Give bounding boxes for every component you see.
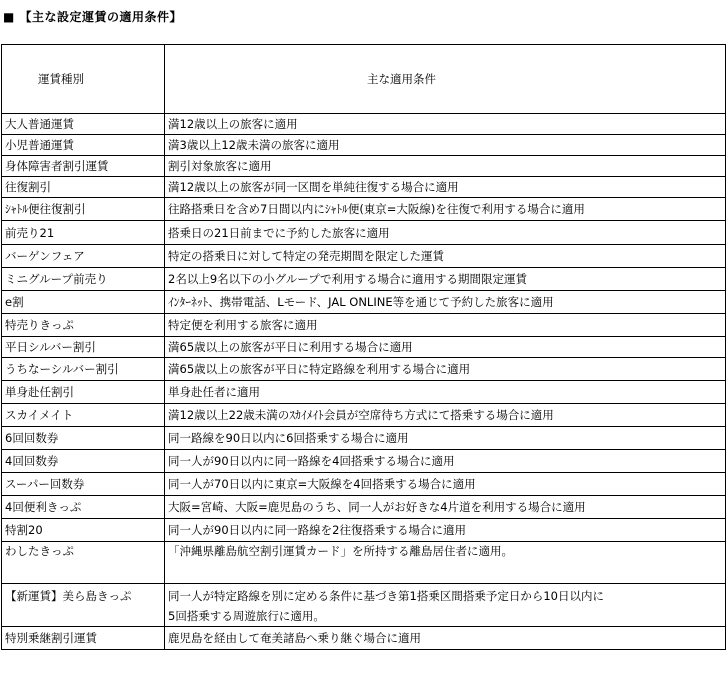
fare-type-cell: ミニグループ前売り xyxy=(2,268,165,291)
table-row xyxy=(2,404,726,427)
condition-cell: 特定の搭乗日に対して特定の発売期間を限定した運賃 xyxy=(165,245,726,268)
table-row xyxy=(2,177,726,198)
condition-cell: 単身赴任者に適用 xyxy=(165,381,726,404)
condition-cell: 同一人が90日以内に同一路線を2往復搭乗する場合に適用 xyxy=(165,519,726,542)
condition-cell: 同一人が70日以内に東京=大阪線を4回搭乗する場合に適用 xyxy=(165,473,726,496)
condition-cell: 大阪=宮崎、大阪=鹿児島のうち、同一人がお好きな4片道を利用する場合に適用 xyxy=(165,496,726,519)
table-row xyxy=(2,268,726,291)
condition-cell: 往路搭乗日を含め7日間以内にｼｬﾄﾙ便(東京=大阪線)を往復で利用する場合に適用 xyxy=(165,198,726,221)
table-row xyxy=(2,542,726,584)
fare-type-cell: 身体障害者割引運賃 xyxy=(2,156,165,177)
condition-cell: 割引対象旅客に適用 xyxy=(165,156,726,177)
fare-type-cell: バーゲンフェア xyxy=(2,245,165,268)
table-row xyxy=(2,496,726,519)
condition-line-2: 5回搭乗する周遊旅行に適用。 xyxy=(168,609,325,623)
table-row xyxy=(2,358,726,381)
fare-type-cell: スカイメイト xyxy=(2,404,165,427)
table-row xyxy=(2,291,726,314)
condition-cell: ｲﾝﾀｰﾈｯﾄ、携帯電話、Lモード、JAL ONLINE等を通じて予約した旅客に適用 xyxy=(165,291,726,314)
table-row xyxy=(2,135,726,156)
page-title: ■ 【主な設定運賃の適用条件】 xyxy=(3,10,183,24)
table-row xyxy=(2,473,726,496)
header-conditions: 主な適用条件 xyxy=(165,45,726,114)
table-row xyxy=(2,450,726,473)
fare-type-cell: 4回便利きっぷ xyxy=(2,496,165,519)
table-row xyxy=(2,627,726,650)
condition-cell: 満12歳以上の旅客に適用 xyxy=(165,114,726,135)
fare-type-cell: 6回回数券 xyxy=(2,427,165,450)
fare-type-cell: わしたきっぷ xyxy=(2,542,165,584)
fare-conditions-table xyxy=(1,44,726,650)
condition-cell: 搭乗日の21日前までに予約した旅客に適用 xyxy=(165,221,726,245)
condition-cell: 同一路線を90日以内に6回搭乗する場合に適用 xyxy=(165,427,726,450)
fare-type-cell: うちなーシルバー割引 xyxy=(2,358,165,381)
table-row xyxy=(2,221,726,245)
table-row xyxy=(2,114,726,135)
condition-cell xyxy=(165,584,726,627)
condition-line-1: 同一人が特定路線を別に定める条件に基づき第1搭乗区間搭乗予定日から10日以内に xyxy=(168,589,604,603)
fare-type-cell: 4回回数券 xyxy=(2,450,165,473)
fare-type-cell: 特別乗継割引運賃 xyxy=(2,627,165,650)
table-row xyxy=(2,245,726,268)
fare-type-cell: 単身赴任割引 xyxy=(2,381,165,404)
condition-cell: 特定便を利用する旅客に適用 xyxy=(165,314,726,337)
fare-type-cell: 大人普通運賃 xyxy=(2,114,165,135)
fare-type-cell: スーパー回数券 xyxy=(2,473,165,496)
condition-cell: 満12歳以上22歳未満のｽｶｲﾒｲﾄ会員が空席待ち方式にて搭乗する場合に適用 xyxy=(165,404,726,427)
table-row xyxy=(2,314,726,337)
fare-type-cell: ｼｬﾄﾙ便往復割引 xyxy=(2,198,165,221)
table-row xyxy=(2,381,726,404)
condition-cell: 満3歳以上12歳未満の旅客に適用 xyxy=(165,135,726,156)
table-row xyxy=(2,337,726,358)
table-row xyxy=(2,584,726,627)
condition-cell: 「沖縄県離島航空割引運賃カード」を所持する離島居住者に適用。 xyxy=(165,542,726,584)
table-row xyxy=(2,198,726,221)
fare-type-cell: 小児普通運賃 xyxy=(2,135,165,156)
fare-type-cell: 特売りきっぷ xyxy=(2,314,165,337)
fare-type-cell: 前売り21 xyxy=(2,221,165,245)
fare-type-cell: 往復割引 xyxy=(2,177,165,198)
table-row xyxy=(2,427,726,450)
table-row xyxy=(2,156,726,177)
condition-cell: 満12歳以上の旅客が同一区間を単純往復する場合に適用 xyxy=(165,177,726,198)
condition-cell: 満65歳以上の旅客が平日に特定路線を利用する場合に適用 xyxy=(165,358,726,381)
fare-type-cell: e割 xyxy=(2,291,165,314)
condition-cell: 同一人が90日以内に同一路線を4回搭乗する場合に適用 xyxy=(165,450,726,473)
fare-type-cell: 特割20 xyxy=(2,519,165,542)
fare-type-cell: 【新運賃】美ら島きっぷ xyxy=(2,584,165,627)
header-fare-type: 運賃種別 xyxy=(2,45,165,114)
condition-cell: 鹿児島を経由して奄美諸島へ乗り継ぐ場合に適用 xyxy=(165,627,726,650)
fare-type-cell: 平日シルバー割引 xyxy=(2,337,165,358)
condition-cell: 満65歳以上の旅客が平日に利用する場合に適用 xyxy=(165,337,726,358)
table-row xyxy=(2,519,726,542)
condition-cell: 2名以上9名以下の小グループで利用する場合に適用する期間限定運賃 xyxy=(165,268,726,291)
table-header-row xyxy=(2,45,726,114)
